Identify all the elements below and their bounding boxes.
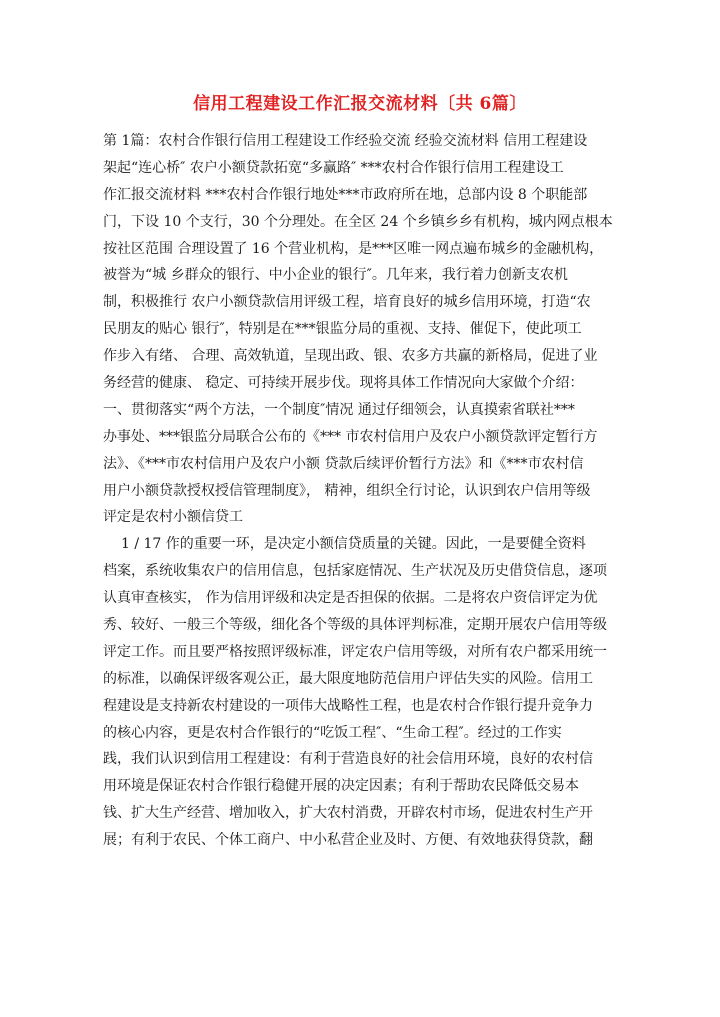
- document-body: [103, 128, 623, 854]
- document-title: 信用工程建设工作汇报交流材料〔共 6篇〕: [193, 94, 527, 114]
- body-line: 认真审查核实， 作为信用评级和决定是否担保的依据。二是将农户资信评定为优: [103, 590, 598, 607]
- body-line-page-marker: 1 / 17 作的重要一环，是决定小额信贷质量的关键。因此，一是要健全资料: [121, 536, 586, 553]
- body-line: 按社区范围 合理设置了 16 个营业机构，是***区唯一网点遍布城乡的金融机构，: [103, 240, 604, 257]
- body-line: 架起“连心桥″ 农户小额贷款拓宽“多赢路″ ***农村合作银行信用工程建设工: [103, 159, 564, 176]
- body-line: 秀、较好、一般三个等级，细化各个等级的具体评判标准，定期开展农户信用等级: [103, 617, 607, 634]
- body-line: 制，积极推行 农户小额贷款信用评级工程，培育良好的城乡信用环境，打造“农: [103, 294, 591, 311]
- body-line: 第 1篇：农村合作银行信用工程建设工作经验交流 经验交流材料 信用工程建设: [103, 133, 588, 149]
- body-line: 践，我们认识到信用工程建设：有利于营造良好的社会信用环境，良好的农村信: [103, 751, 593, 768]
- body-line: 的核心内容，更是农村合作银行的“吃饭工程″、“生命工程″。经过的工作实: [103, 724, 562, 741]
- body-line: 展；有利于农民、个体工商户、中小私营企业及时、方便、有效地获得贷款，翻: [103, 832, 593, 849]
- body-line: 评定工作。而且要严格按照评级标准，评定农户信用等级，对所有农户都采用统一: [103, 643, 607, 660]
- body-line: 用环境是保证农村合作银行稳健开展的决定因素；有利于帮助农民降低交易本: [103, 778, 579, 795]
- body-line: 民朋友的贴心 银行″，特别是在***银监分局的重视、支持、催促下，使此项工: [103, 321, 582, 338]
- body-line: 程建设是支持新农村建设的一项伟大战略性工程，也是农村合作银行提升竞争力: [103, 697, 593, 714]
- body-line: 作汇报交流材料 ***农村合作银行地处***市政府所在地，总部内设 8 个职能部: [103, 186, 588, 203]
- body-line: 法》、《***市农村信用户及农户小额 贷款后续评价暂行方法》和《***市农村信: [103, 455, 584, 472]
- body-line: 务经营的健康、 稳定、可持续开展步伐。现将具体工作情况向大家做个介绍：: [103, 375, 584, 392]
- body-line: 作步入有绪、 合理、高效轨道，呈现出政、银、农多方共赢的新格局，促进了业: [103, 348, 598, 365]
- body-line: 被誉为“城 乡群众的银行、中小企业的银行″。几年来，我行着力创新支农机: [103, 267, 568, 284]
- body-line: 档案，系统收集农户的信用信息，包括家庭情况、生产状况及历史借贷信息，逐项: [103, 563, 607, 580]
- body-line: 一、贯彻落实“两个方法，一个制度″情况 通过仔细领会，认真摸索省联社***: [103, 401, 575, 418]
- body-line: 门，下设 10 个支行，30 个分理处。在全区 24 个乡镇乡乡有机构，城内网点根本: [103, 213, 613, 230]
- body-line: 办事处、***银监分局联合公布的《*** 市农村信用户及农户小额贷款评定暂行方: [103, 428, 598, 445]
- body-line: 的标准，以确保评级客观公正，最大限度地防范信用户评估失实的风险。信用工: [103, 670, 593, 687]
- body-line: 评定是农村小额信贷工: [103, 509, 243, 526]
- body-line: 用户小额贷款授权授信管理制度》， 精神，组织全行讨论，认识到农户信用等级: [103, 482, 591, 499]
- body-line: 钱、扩大生产经营、增加收入，扩大农村消费，开辟农村市场，促进农村生产开: [103, 805, 593, 822]
